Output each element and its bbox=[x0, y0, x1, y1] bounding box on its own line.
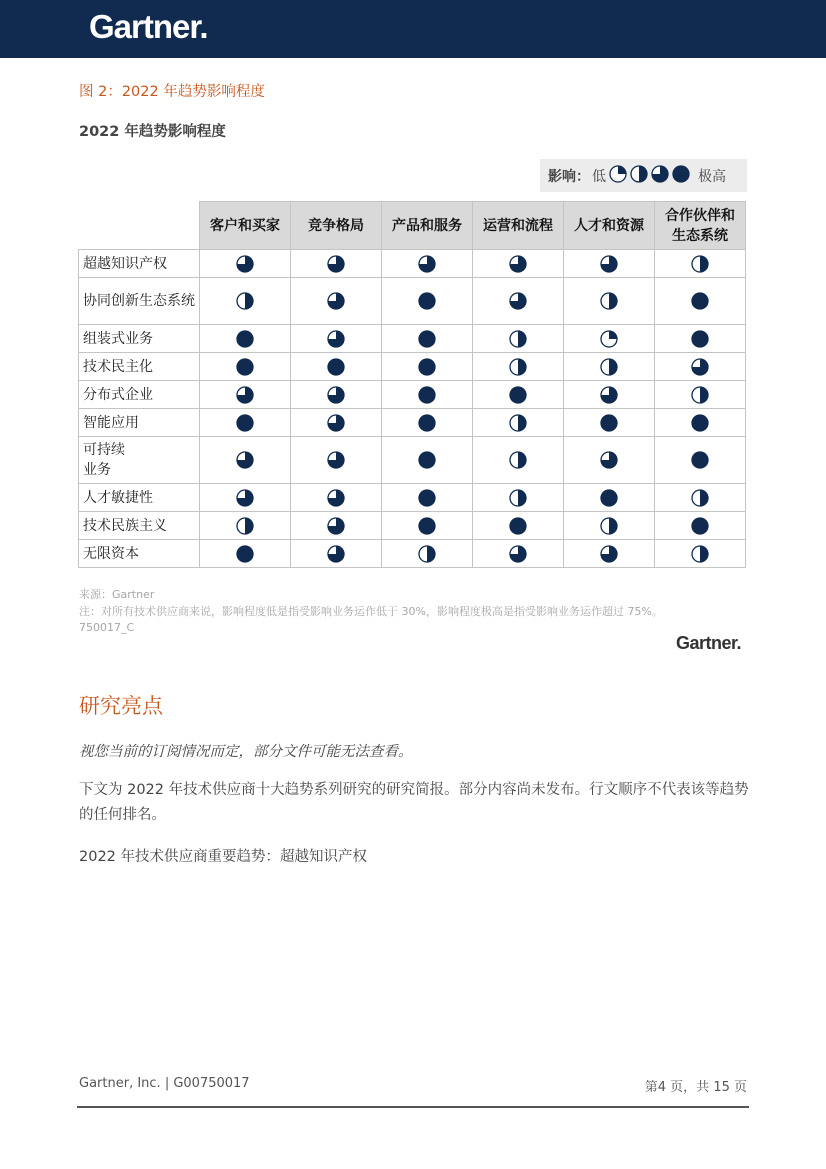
harvey-ball-icon bbox=[509, 292, 527, 310]
harvey-ball-icon bbox=[691, 255, 709, 273]
harvey-ball-icon bbox=[418, 292, 436, 310]
gartner-logo: Gartner. bbox=[89, 8, 208, 45]
impact-table bbox=[78, 201, 746, 568]
impact-cell bbox=[382, 409, 473, 437]
impact-cell bbox=[473, 512, 564, 540]
row-label: 人才敏捷性 bbox=[79, 484, 200, 512]
harvey-ball-icon bbox=[600, 489, 618, 507]
figure-source bbox=[79, 587, 759, 637]
harvey-ball-icon bbox=[236, 517, 254, 535]
column-header: 竞争格局 bbox=[291, 202, 382, 250]
impact-cell bbox=[564, 353, 655, 381]
harvey-ball-icon bbox=[509, 386, 527, 404]
column-header: 运营和流程 bbox=[473, 202, 564, 250]
table-row bbox=[79, 540, 746, 568]
impact-cell bbox=[473, 437, 564, 484]
table-row bbox=[79, 512, 746, 540]
impact-cell bbox=[564, 250, 655, 278]
impact-cell bbox=[382, 512, 473, 540]
impact-cell bbox=[655, 437, 746, 484]
impact-cell bbox=[291, 381, 382, 409]
impact-cell bbox=[291, 409, 382, 437]
harvey-ball-icon bbox=[509, 489, 527, 507]
harvey-ball-icon bbox=[236, 358, 254, 376]
impact-cell bbox=[382, 381, 473, 409]
row-label: 协同创新生态系统 bbox=[79, 278, 200, 325]
legend-label: 影响： bbox=[548, 168, 590, 185]
harvey-ball-icon bbox=[600, 545, 618, 563]
harvey-ball-icon bbox=[327, 292, 345, 310]
impact-cell bbox=[655, 512, 746, 540]
impact-cell bbox=[291, 325, 382, 353]
harvey-ball-icon bbox=[600, 386, 618, 404]
note-line: 注：对所有技术供应商来说，影响程度低是指受影响业务运作低于 30%，影响程度极高是指受影响业务运作超过 75%。 bbox=[79, 604, 663, 618]
harvey-ball-icon bbox=[691, 414, 709, 432]
table-row bbox=[79, 484, 746, 512]
row-label: 技术民族主义 bbox=[79, 512, 200, 540]
impact-cell bbox=[564, 540, 655, 568]
row-label: 可持续 业务 bbox=[79, 437, 200, 484]
harvey-ball-icon bbox=[418, 386, 436, 404]
impact-cell bbox=[655, 250, 746, 278]
impact-cell bbox=[291, 278, 382, 325]
legend-harvey-icon bbox=[630, 165, 648, 183]
harvey-ball-icon bbox=[236, 451, 254, 469]
row-label: 智能应用 bbox=[79, 409, 200, 437]
harvey-ball-icon bbox=[418, 545, 436, 563]
impact-cell bbox=[655, 484, 746, 512]
harvey-ball-icon bbox=[509, 330, 527, 348]
row-label: 技术民主化 bbox=[79, 353, 200, 381]
column-header: 客户和买家 bbox=[200, 202, 291, 250]
impact-cell bbox=[382, 353, 473, 381]
impact-cell bbox=[473, 484, 564, 512]
harvey-ball-icon bbox=[600, 517, 618, 535]
harvey-ball-icon bbox=[600, 330, 618, 348]
impact-cell bbox=[473, 278, 564, 325]
harvey-ball-icon bbox=[509, 414, 527, 432]
harvey-ball-icon bbox=[418, 414, 436, 432]
section-title: 研究亮点 bbox=[79, 694, 163, 718]
impact-cell bbox=[200, 381, 291, 409]
impact-cell bbox=[382, 437, 473, 484]
impact-cell bbox=[655, 409, 746, 437]
impact-cell bbox=[655, 381, 746, 409]
gartner-figure-logo: Gartner. bbox=[676, 633, 742, 653]
harvey-ball-icon bbox=[418, 451, 436, 469]
legend-icons bbox=[606, 165, 690, 187]
figure-caption: 图 2：2022 年趋势影响程度 bbox=[79, 84, 265, 100]
harvey-ball-icon bbox=[327, 545, 345, 563]
impact-cell bbox=[291, 484, 382, 512]
harvey-ball-icon bbox=[327, 330, 345, 348]
harvey-ball-icon bbox=[691, 545, 709, 563]
impact-cell bbox=[200, 540, 291, 568]
figure-title: 2022 年趋势影响程度 bbox=[79, 124, 226, 140]
harvey-ball-icon bbox=[236, 414, 254, 432]
table-header-row bbox=[79, 202, 746, 250]
harvey-ball-icon bbox=[418, 330, 436, 348]
harvey-ball-icon bbox=[691, 517, 709, 535]
harvey-ball-icon bbox=[509, 545, 527, 563]
impact-cell bbox=[655, 325, 746, 353]
harvey-ball-icon bbox=[691, 451, 709, 469]
harvey-ball-icon bbox=[327, 255, 345, 273]
impact-cell bbox=[473, 409, 564, 437]
body-paragraph: 下文为 2022 年技术供应商十大趋势系列研究的研究简报。部分内容尚未发布。行文顺序不代表该等趋势的任何排名。 bbox=[79, 782, 749, 823]
legend-high: 极高 bbox=[698, 168, 726, 185]
harvey-ball-icon bbox=[418, 255, 436, 273]
impact-cell bbox=[291, 250, 382, 278]
impact-cell bbox=[291, 437, 382, 484]
harvey-ball-icon bbox=[236, 330, 254, 348]
harvey-ball-icon bbox=[691, 358, 709, 376]
harvey-ball-icon bbox=[418, 517, 436, 535]
impact-cell bbox=[382, 278, 473, 325]
impact-cell bbox=[200, 325, 291, 353]
harvey-ball-icon bbox=[327, 358, 345, 376]
footer-page-number: 第4 页，共 15 页 bbox=[644, 1080, 747, 1095]
impact-cell bbox=[382, 250, 473, 278]
table-row bbox=[79, 325, 746, 353]
harvey-ball-icon bbox=[236, 545, 254, 563]
row-label: 无限资本 bbox=[79, 540, 200, 568]
row-label: 超越知识产权 bbox=[79, 250, 200, 278]
table-row bbox=[79, 381, 746, 409]
impact-cell bbox=[564, 437, 655, 484]
harvey-ball-icon bbox=[600, 292, 618, 310]
column-header: 合作伙伴和 生态系统 bbox=[655, 202, 746, 250]
impact-cell bbox=[564, 381, 655, 409]
impact-cell bbox=[473, 381, 564, 409]
impact-cell bbox=[564, 512, 655, 540]
subscription-note: 视您当前的订阅情况而定，部分文件可能无法查看。 bbox=[79, 744, 413, 760]
table-row bbox=[79, 409, 746, 437]
legend-low: 低 bbox=[592, 168, 606, 185]
harvey-ball-icon bbox=[509, 451, 527, 469]
table-row bbox=[79, 250, 746, 278]
impact-cell bbox=[655, 278, 746, 325]
table-row bbox=[79, 278, 746, 325]
harvey-ball-icon bbox=[236, 292, 254, 310]
impact-cell bbox=[200, 484, 291, 512]
harvey-ball-icon bbox=[327, 386, 345, 404]
legend-harvey-icon bbox=[651, 165, 669, 183]
column-header: 产品和服务 bbox=[382, 202, 473, 250]
harvey-ball-icon bbox=[691, 489, 709, 507]
impact-cell bbox=[200, 353, 291, 381]
harvey-ball-icon bbox=[691, 330, 709, 348]
header-bar bbox=[0, 0, 826, 58]
harvey-ball-icon bbox=[691, 292, 709, 310]
table-corner bbox=[79, 202, 200, 250]
footer-doc-id: Gartner, Inc. | G00750017 bbox=[79, 1076, 250, 1091]
impact-cell bbox=[564, 484, 655, 512]
impact-cell bbox=[200, 512, 291, 540]
legend-harvey-icon bbox=[609, 165, 627, 183]
legend-harvey-icon bbox=[672, 165, 690, 183]
harvey-ball-icon bbox=[691, 386, 709, 404]
harvey-ball-icon bbox=[327, 517, 345, 535]
harvey-ball-icon bbox=[327, 451, 345, 469]
impact-cell bbox=[200, 409, 291, 437]
figure-id: 750017_C bbox=[79, 621, 135, 634]
harvey-ball-icon bbox=[509, 517, 527, 535]
footer-rule bbox=[77, 1106, 749, 1108]
impact-cell bbox=[200, 278, 291, 325]
row-label: 组装式业务 bbox=[79, 325, 200, 353]
harvey-ball-icon bbox=[418, 358, 436, 376]
impact-cell bbox=[291, 353, 382, 381]
impact-cell bbox=[564, 278, 655, 325]
harvey-ball-icon bbox=[600, 414, 618, 432]
harvey-ball-icon bbox=[600, 255, 618, 273]
harvey-ball-icon bbox=[236, 489, 254, 507]
trend-subheading: 2022 年技术供应商重要趋势：超越知识产权 bbox=[79, 849, 368, 865]
source-line: 来源：Gartner bbox=[79, 588, 155, 601]
impact-cell bbox=[473, 250, 564, 278]
impact-cell bbox=[564, 409, 655, 437]
column-header: 人才和资源 bbox=[564, 202, 655, 250]
harvey-ball-icon bbox=[327, 489, 345, 507]
harvey-ball-icon bbox=[509, 255, 527, 273]
impact-cell bbox=[291, 540, 382, 568]
impact-cell bbox=[382, 325, 473, 353]
impact-cell bbox=[200, 437, 291, 484]
impact-cell bbox=[382, 484, 473, 512]
impact-cell bbox=[291, 512, 382, 540]
impact-cell bbox=[655, 540, 746, 568]
impact-cell bbox=[655, 353, 746, 381]
table-row bbox=[79, 437, 746, 484]
impact-cell bbox=[473, 353, 564, 381]
harvey-ball-icon bbox=[509, 358, 527, 376]
impact-legend bbox=[540, 159, 747, 192]
impact-cell bbox=[200, 250, 291, 278]
harvey-ball-icon bbox=[236, 386, 254, 404]
table-row bbox=[79, 353, 746, 381]
impact-cell bbox=[473, 540, 564, 568]
impact-cell bbox=[564, 325, 655, 353]
harvey-ball-icon bbox=[418, 489, 436, 507]
impact-cell bbox=[473, 325, 564, 353]
harvey-ball-icon bbox=[600, 358, 618, 376]
harvey-ball-icon bbox=[600, 451, 618, 469]
impact-cell bbox=[382, 540, 473, 568]
harvey-ball-icon bbox=[236, 255, 254, 273]
row-label: 分布式企业 bbox=[79, 381, 200, 409]
harvey-ball-icon bbox=[327, 414, 345, 432]
